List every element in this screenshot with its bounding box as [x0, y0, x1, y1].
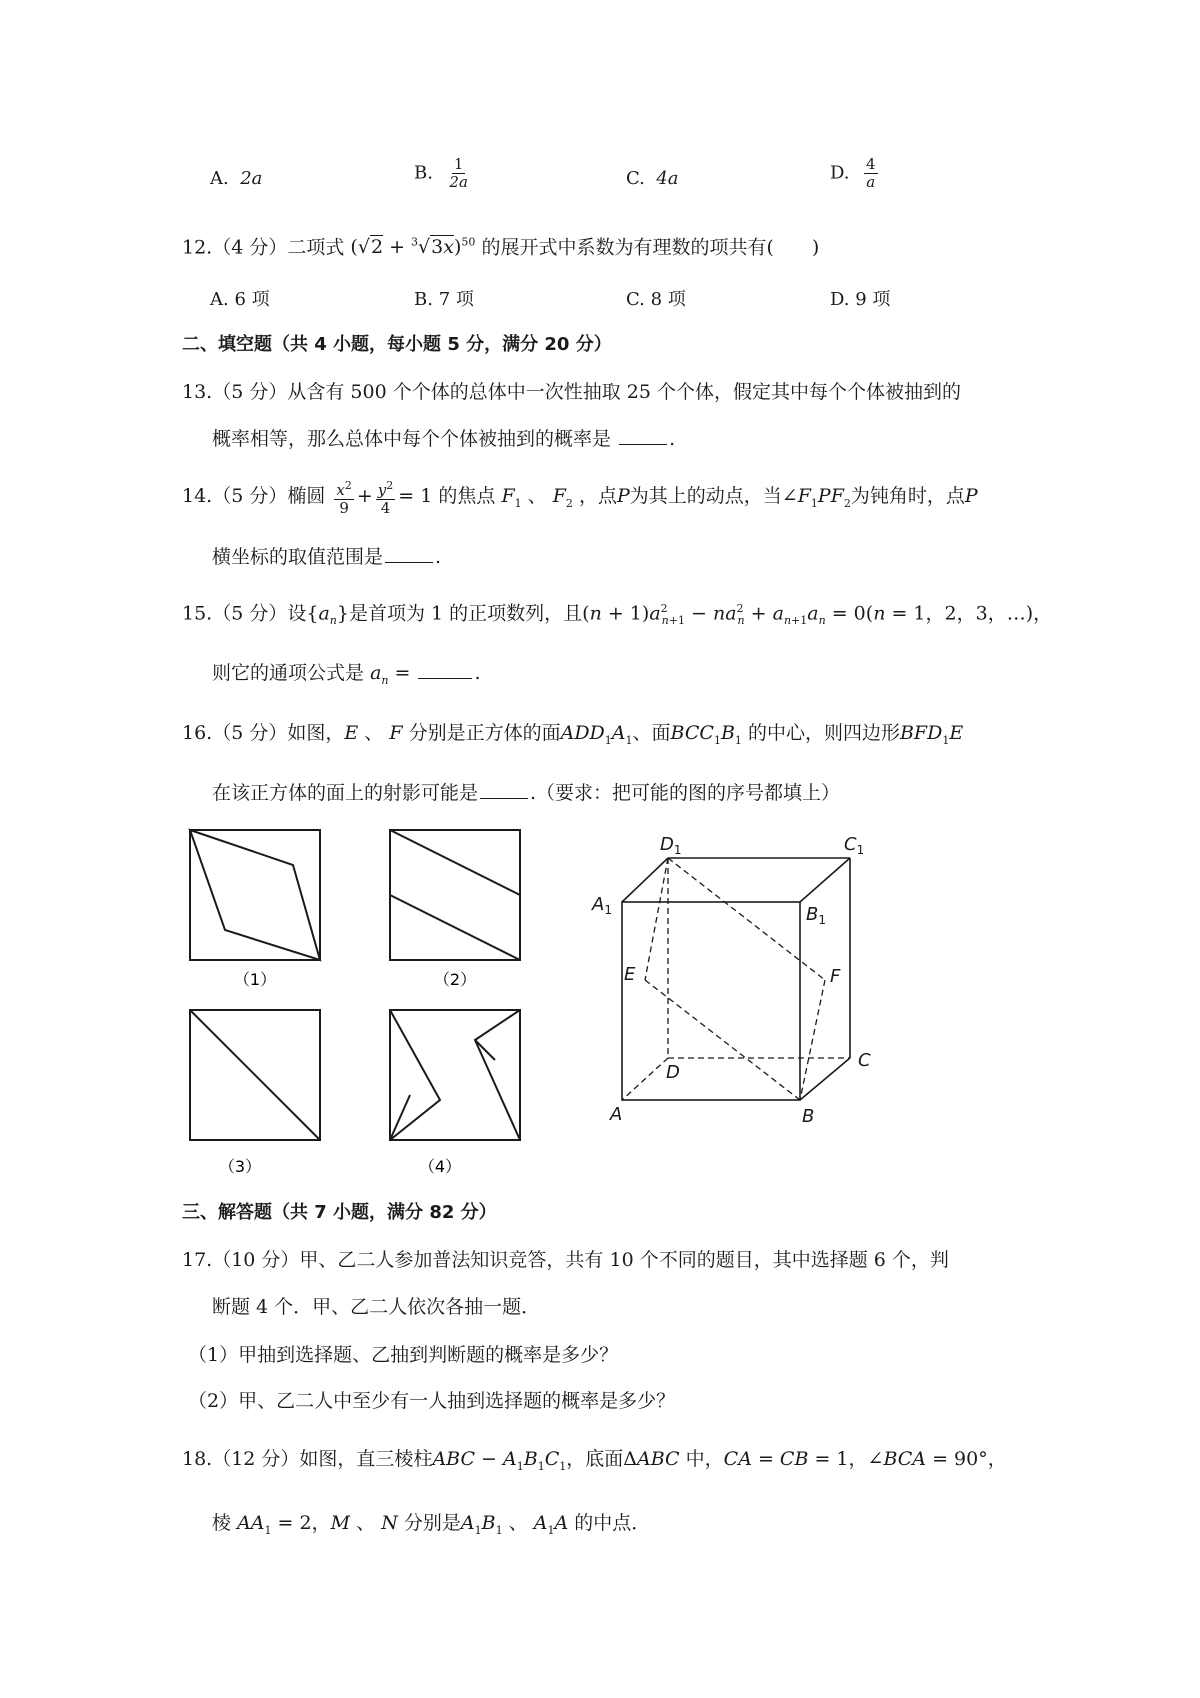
q16-line2: 在该正方体的面上的射影可能是 .（要求：把可能的图的序号都填上）	[212, 782, 841, 804]
fig4-right-shape	[475, 1010, 520, 1140]
fig2-square	[390, 830, 520, 960]
section-3-title: 三、解答题（共 7 小题，满分 82 分）	[182, 1202, 497, 1223]
label-a1: $A_1$	[592, 894, 612, 917]
fraction: $\frac{4}{a}$	[865, 155, 876, 191]
q17-sub1: （1）甲抽到选择题、乙抽到判断题的概率是多少？	[188, 1344, 619, 1366]
q12-option-d: D. 9 项	[830, 289, 891, 310]
fig4-caption: （4）	[418, 1157, 462, 1176]
answer-blank[interactable]	[418, 660, 472, 679]
fig3-caption: （3）	[218, 1157, 262, 1176]
q13-line1: 13.（5 分）从含有 500 个个体的总体中一次性抽取 25 个个体，假定其中每个个体被抽到的	[182, 381, 961, 403]
cube-edge	[800, 1058, 850, 1100]
cube-diagram	[580, 820, 890, 1130]
q11-option-d: D. $\frac{4}{a}$	[830, 155, 876, 191]
projection-figures	[185, 820, 545, 1190]
q18-line2: 棱 $AA_1 = 2$，M 、 N 分别是$A_1B_1$ 、 $A_1A$ 的中点．	[212, 1512, 651, 1537]
q17-line1: 17.（10 分）甲、乙二人参加普法知识竞答，共有 10 个不同的题目，其中选择题 6 个，判	[182, 1249, 949, 1271]
fig1-quadrilateral	[190, 830, 320, 960]
q14-line2: 横坐标的取值范围是 .	[212, 546, 442, 568]
label-b: B	[802, 1106, 815, 1127]
cube-edge	[622, 858, 668, 902]
q11-option-a: A. 2a	[210, 168, 263, 189]
answer-blank[interactable]	[619, 426, 667, 445]
q12-stem: 12.（4 分）二项式 $(√2 + ^3√3x)^{50}$ 的展开式中系数为有理数的项共有( )	[182, 236, 820, 259]
fig4-left-shape	[390, 1010, 440, 1140]
q11-option-b: B. $\frac{1}{2a}$	[414, 155, 468, 191]
q12-option-a: A. 6 项	[210, 289, 270, 310]
q11-option-c: C. 4a	[626, 168, 679, 189]
answer-blank[interactable]	[385, 544, 433, 563]
cube-front-face	[622, 902, 800, 1100]
q18-line1: 18.（12 分）如图，直三棱柱ABC − $A_1B_1C_1$，底面ΔABC 中，CA = CB = 1，∠BCA = 90°，	[182, 1448, 1007, 1473]
label-c1: $C_1$	[844, 834, 865, 857]
answer-blank[interactable]	[480, 780, 528, 799]
q16-line1: 16.（5 分）如图，E 、 F 分别是正方体的面$ADD_1A_1$、面$BCC_1B_1$ 的中心，则四边形$BFD_1E$	[182, 722, 964, 747]
fraction: $\frac{1}{2a}$	[449, 155, 468, 191]
fig1-caption: （1）	[233, 970, 277, 989]
q14-line1: 14.（5 分）椭圆 $\frac{x^2}{9}$ + $\frac{y^2}{4}$ = 1 的焦点 $F_1$ 、 $F_2$ ，点P为其上的动点，当$\angle F_1PF_2$为钝角时，点P	[182, 479, 978, 517]
section-2-title: 二、填空题（共 4 小题，每小题 5 分，满分 20 分）	[182, 334, 612, 355]
fig4-line	[475, 1040, 495, 1060]
cube-hidden-edge	[622, 1058, 668, 1100]
label-a: A	[610, 1104, 623, 1125]
segment-d1f	[668, 858, 825, 980]
label-d1: $D_1$	[660, 834, 682, 857]
fig2-caption: （2）	[433, 970, 477, 989]
label-e: E	[624, 964, 636, 985]
q12-option-c: C. 8 项	[626, 289, 686, 310]
label-d: D	[666, 1062, 680, 1083]
q17-sub2: （2）甲、乙二人中至少有一人抽到选择题的概率是多少？	[188, 1390, 676, 1412]
q15-line2: 则它的通项公式是 $a_n$ = .	[212, 662, 481, 687]
fig2-line	[390, 830, 520, 895]
label-b1: $B_1$	[806, 904, 826, 927]
q13-line2: 概率相等，那么总体中每个个体被抽到的概率是 .	[212, 428, 676, 450]
fig3-diagonal	[190, 1010, 320, 1140]
fig2-line	[390, 895, 520, 960]
q17-line2: 断题 4 个．甲、乙二人依次各抽一题．	[212, 1296, 541, 1318]
fig4-square	[390, 1010, 520, 1140]
q15-line1: 15.（5 分）设$\{a_n\}$是首项为 1 的正项数列，且$(n + 1)a^2_{n+1} - na^2_n + a_{n+1}a_n = 0(n = 1$，2，3，…)，	[182, 602, 1053, 628]
label-c: C	[858, 1050, 871, 1071]
cube-edge	[800, 858, 850, 902]
q12-option-b: B. 7 项	[414, 289, 474, 310]
label-f: F	[830, 966, 841, 987]
